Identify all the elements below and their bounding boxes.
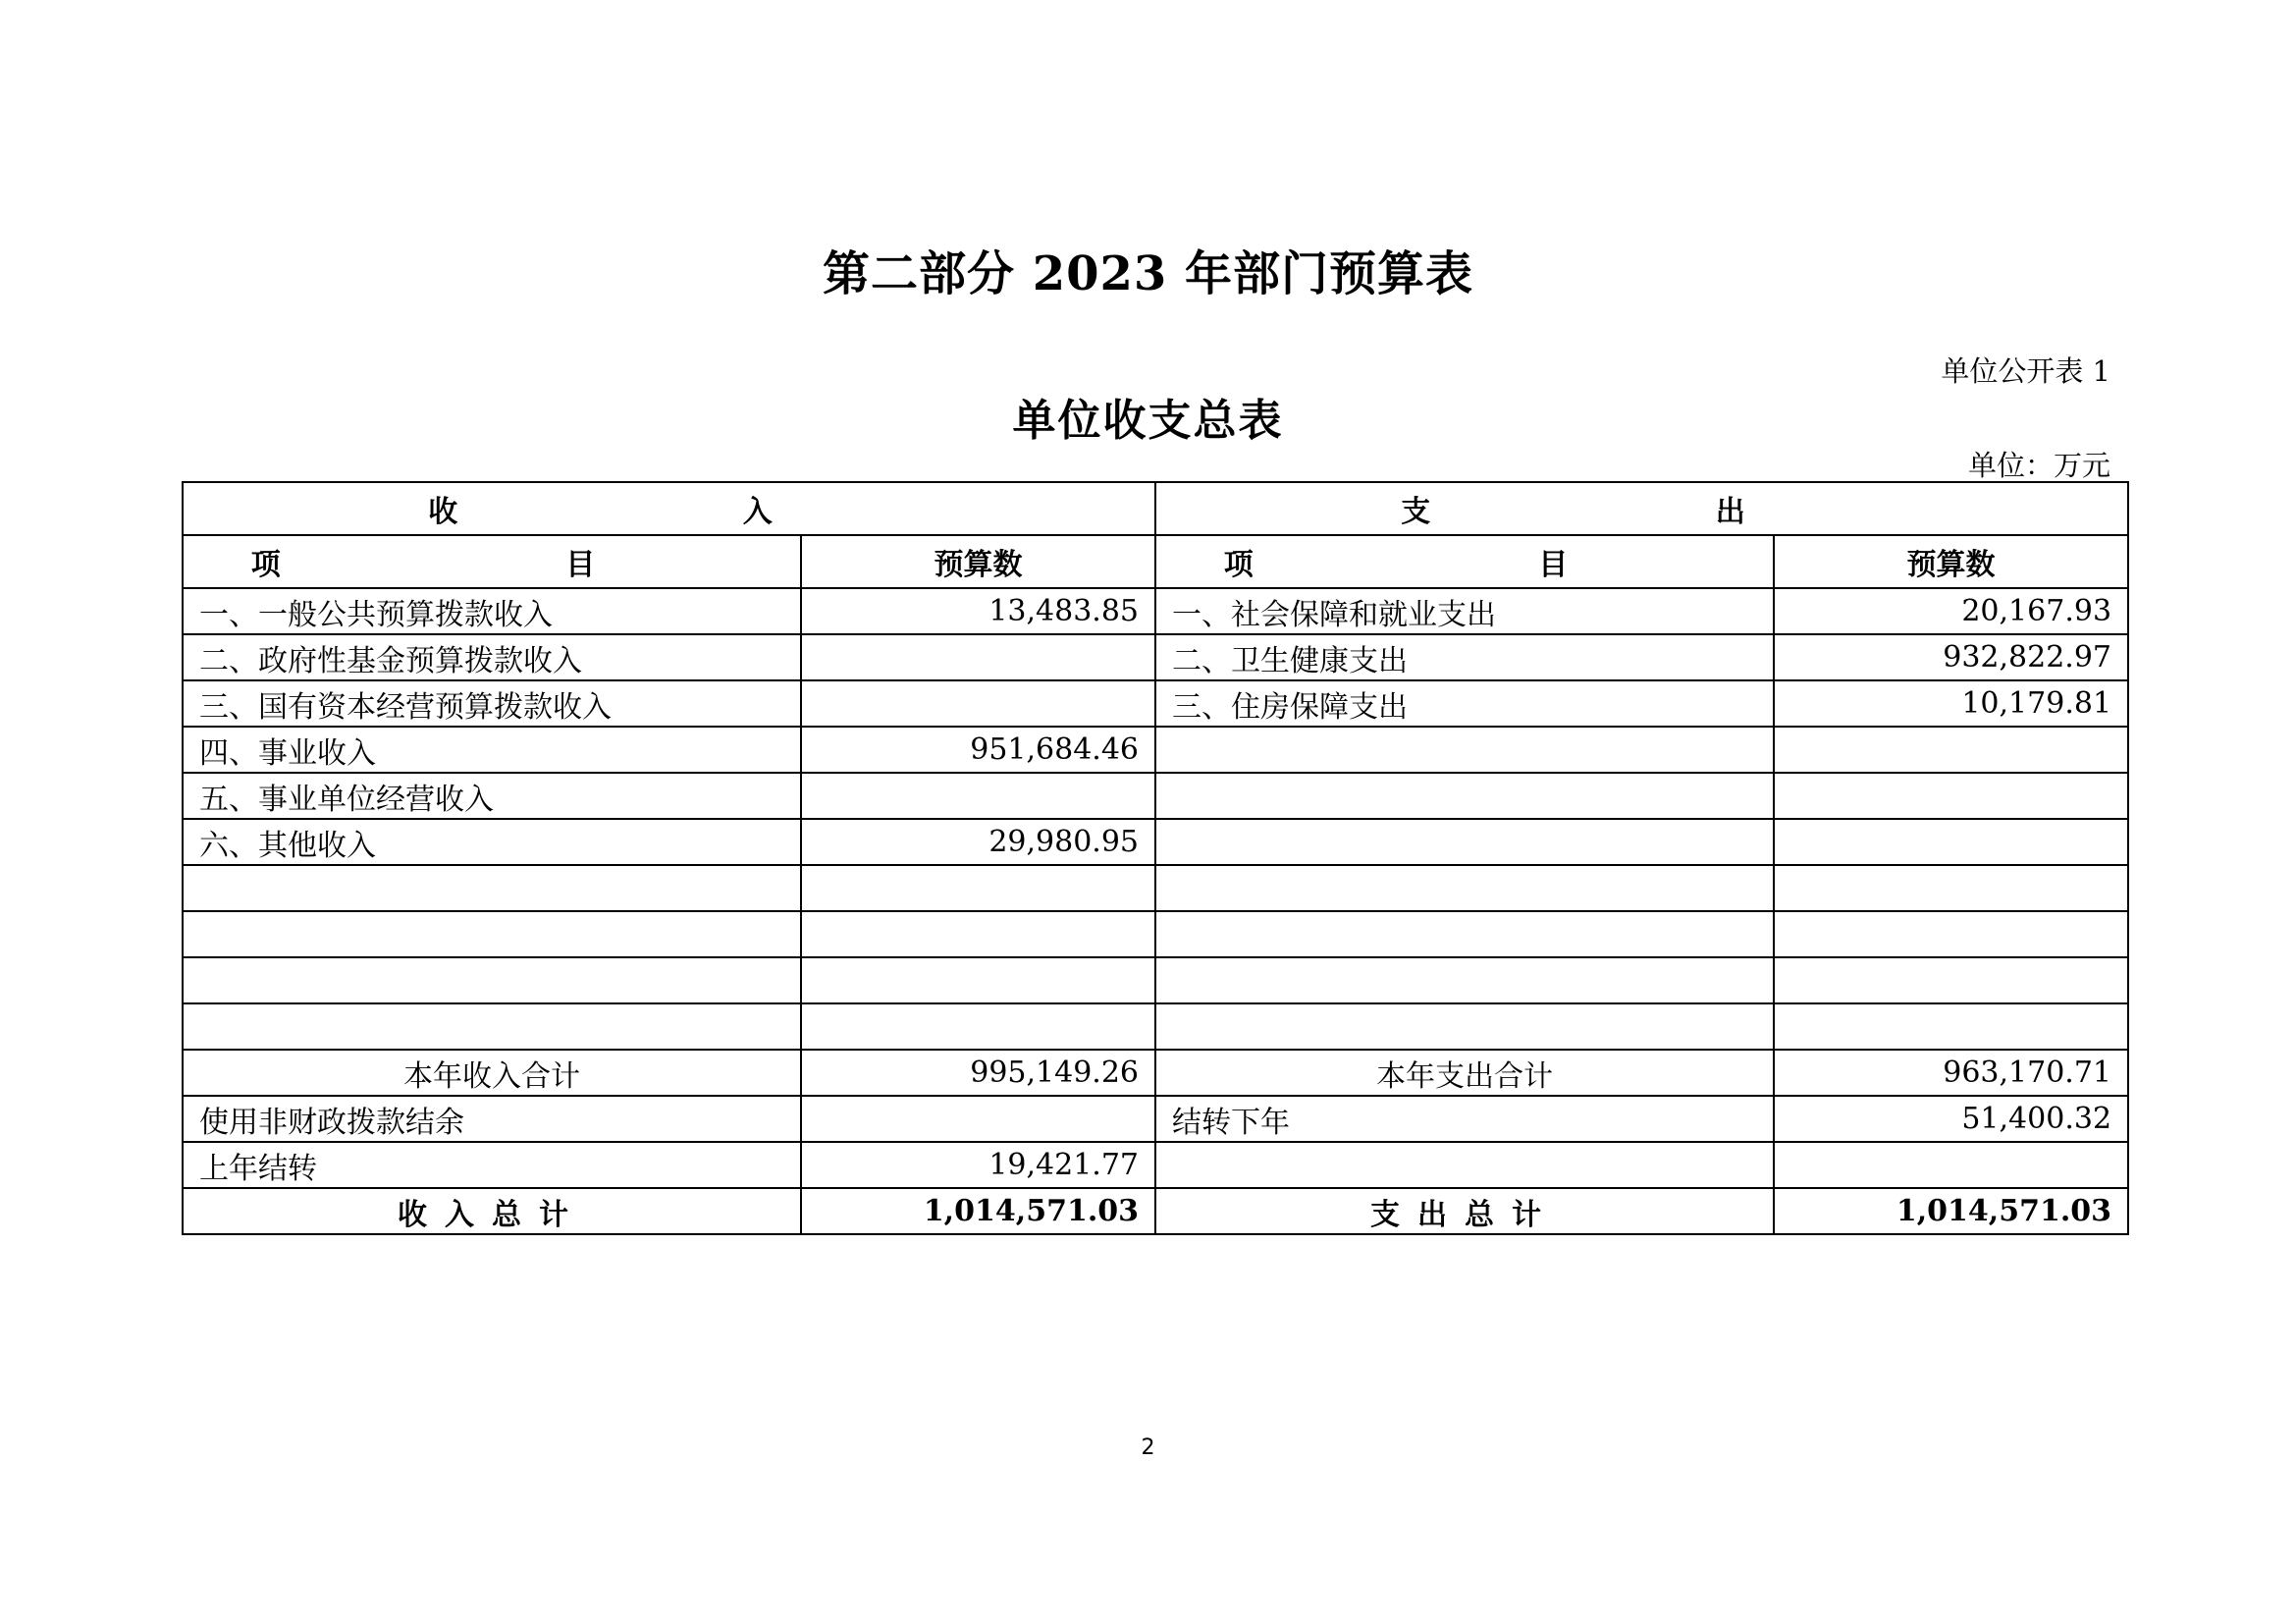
income-item: 四、事业收入: [183, 727, 801, 773]
expense-total-value: 1,014,571.03: [1774, 1188, 2128, 1234]
expense-subtotal-value: 963,170.71: [1774, 1050, 2128, 1096]
income-item: [183, 911, 801, 957]
expense-value: [1774, 773, 2128, 819]
income-item: [183, 1003, 801, 1050]
income-value: [801, 1003, 1155, 1050]
income-value: [801, 1096, 1155, 1142]
expense-value: 20,167.93: [1774, 588, 2128, 634]
income-item: 六、其他收入: [183, 819, 801, 865]
expense-subtotal-label: 本年支出合计: [1155, 1050, 1774, 1096]
income-item-header: 项 目: [183, 535, 801, 588]
table-row: [183, 1142, 2128, 1188]
page-number: 2: [1141, 1435, 1155, 1460]
column-header-row: [183, 535, 2128, 588]
income-subtotal-value: 995,149.26: [801, 1050, 1155, 1096]
expense-item: [1155, 911, 1774, 957]
expense-item: [1155, 1003, 1774, 1050]
income-value: [801, 865, 1155, 911]
expense-item: [1155, 727, 1774, 773]
income-item: 一、一般公共预算拨款收入: [183, 588, 801, 634]
main-title: 第二部分 2023 年部门预算表: [822, 246, 1474, 301]
expense-value: [1774, 911, 2128, 957]
income-value: [801, 680, 1155, 727]
expense-value: [1774, 1142, 2128, 1188]
expense-item-header: 项 目: [1155, 535, 1774, 588]
table-row: [183, 911, 2128, 957]
income-item: [183, 957, 801, 1003]
expense-value: 10,179.81: [1774, 680, 2128, 727]
income-value: 19,421.77: [801, 1142, 1155, 1188]
income-value: [801, 957, 1155, 1003]
expense-value: [1774, 819, 2128, 865]
expense-value: [1774, 727, 2128, 773]
expense-value: [1774, 1003, 2128, 1050]
table-row: [183, 773, 2128, 819]
income-value: [801, 773, 1155, 819]
unit-label: 单位：万元: [1967, 449, 2110, 482]
table-row: [183, 1096, 2128, 1142]
table-row: [183, 727, 2128, 773]
expense-item: 二、卫生健康支出: [1155, 634, 1774, 680]
table-title: 单位收支总表: [1012, 396, 1284, 446]
form-number: 单位公开表 1: [1941, 354, 2110, 388]
expense-item: 结转下年: [1155, 1096, 1774, 1142]
expense-value: 932,822.97: [1774, 634, 2128, 680]
expense-value: [1774, 957, 2128, 1003]
income-budget-header: 预算数: [801, 535, 1155, 588]
income-value: 29,980.95: [801, 819, 1155, 865]
expense-value: 51,400.32: [1774, 1096, 2128, 1142]
income-value: 951,684.46: [801, 727, 1155, 773]
income-item: 二、政府性基金预算拨款收入: [183, 634, 801, 680]
income-item: 上年结转: [183, 1142, 801, 1188]
income-item: 使用非财政拨款结余: [183, 1096, 801, 1142]
table-row: [183, 957, 2128, 1003]
income-subtotal-label: 本年收入合计: [183, 1050, 801, 1096]
expense-item: [1155, 957, 1774, 1003]
expense-total-label: 支出总计: [1155, 1188, 1774, 1234]
section-header-row: [183, 482, 2128, 535]
income-item: [183, 865, 801, 911]
expense-item: 三、住房保障支出: [1155, 680, 1774, 727]
table-row: [183, 634, 2128, 680]
expense-budget-header: 预算数: [1774, 535, 2128, 588]
income-total-label: 收入总计: [183, 1188, 801, 1234]
income-value: [801, 911, 1155, 957]
expense-item: 一、社会保障和就业支出: [1155, 588, 1774, 634]
subtotal-row: [183, 1050, 2128, 1096]
income-value: 13,483.85: [801, 588, 1155, 634]
table-row: [183, 680, 2128, 727]
income-item: 三、国有资本经营预算拨款收入: [183, 680, 801, 727]
expense-item: [1155, 1142, 1774, 1188]
table-row: [183, 588, 2128, 634]
income-item: 五、事业单位经营收入: [183, 773, 801, 819]
budget-summary-table: [182, 481, 2129, 1235]
total-row: [183, 1188, 2128, 1234]
expense-item: [1155, 819, 1774, 865]
expense-item: [1155, 773, 1774, 819]
table-row: [183, 819, 2128, 865]
expense-item: [1155, 865, 1774, 911]
expense-value: [1774, 865, 2128, 911]
expense-header: 支 出: [1155, 482, 2128, 535]
income-total-value: 1,014,571.03: [801, 1188, 1155, 1234]
table-row: [183, 865, 2128, 911]
income-header: 收 入: [183, 482, 1155, 535]
table-row: [183, 1003, 2128, 1050]
income-value: [801, 634, 1155, 680]
